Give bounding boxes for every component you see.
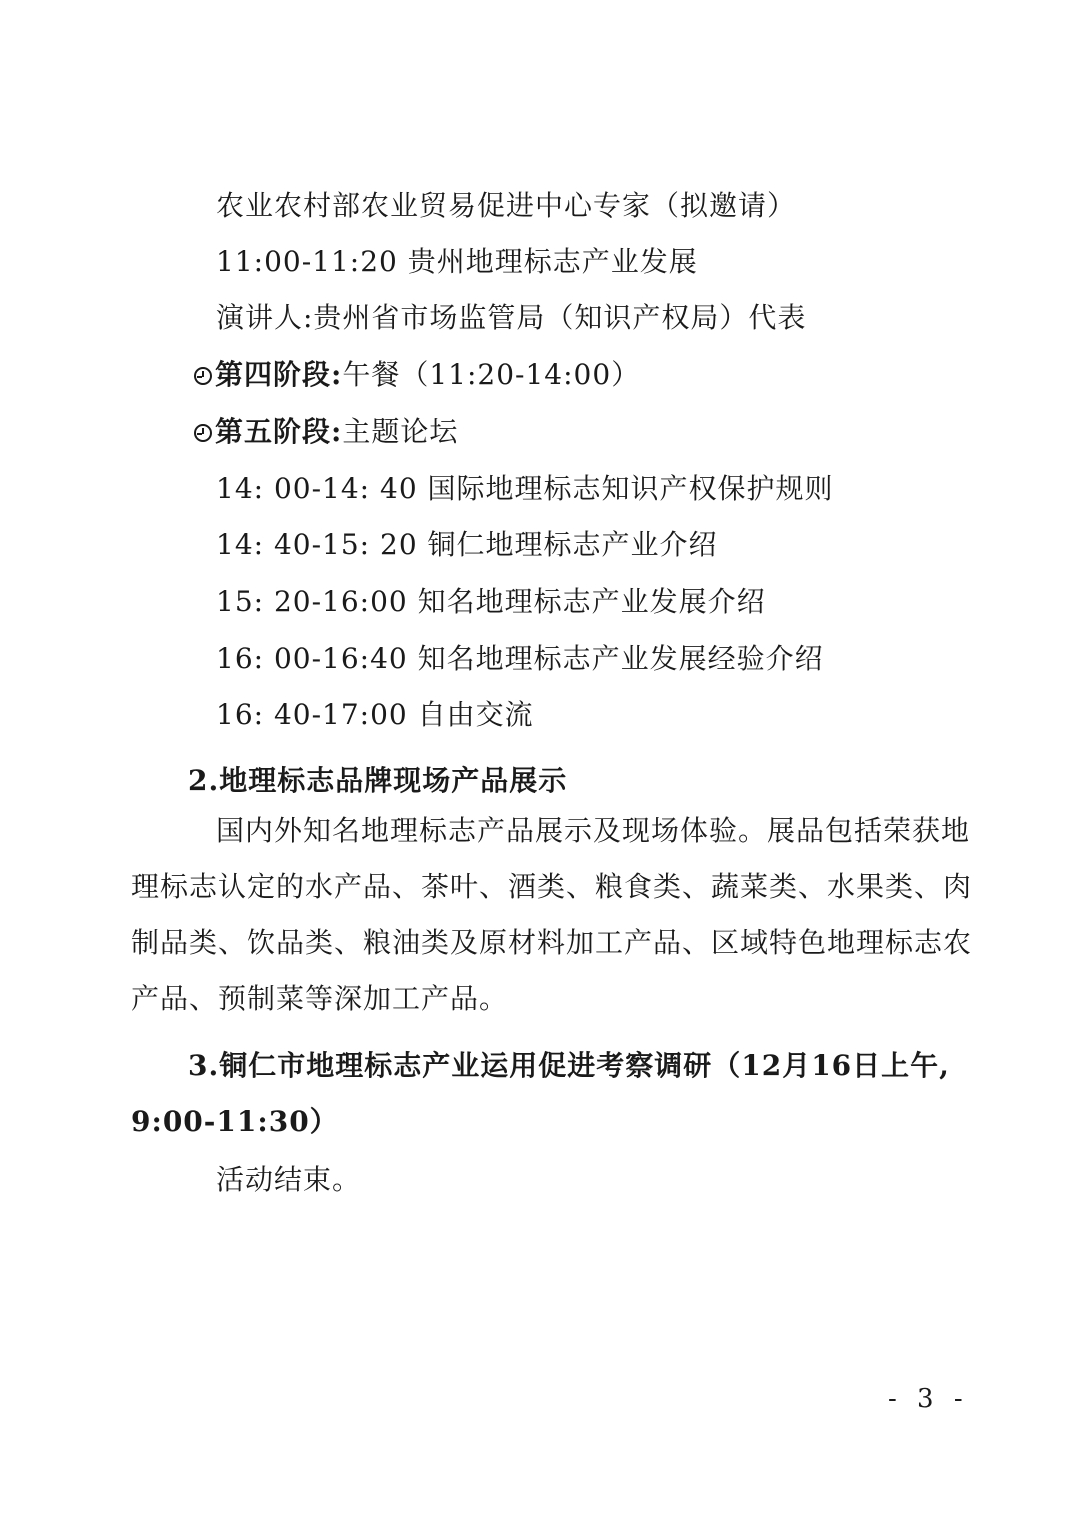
stage-five-label: 第五阶段: (215, 415, 343, 448)
section-heading-3: 3.铜仁市地理标志产业运用促进考察调研（12月16日上午, (188, 1049, 950, 1082)
forum-item-2: 14: 40-15: 20 铜仁地理标志产业介绍 (216, 528, 718, 561)
stage-five-heading (194, 412, 458, 452)
paragraph-line-2: 理标志认定的水产品、茶叶、酒类、粮食类、蔬菜类、水果类、肉 (131, 870, 973, 903)
speaker-line-expert: 农业农村部农业贸易促进中心专家（拟邀请） (216, 189, 797, 222)
forum-item-1: 14: 00-14: 40 国际地理标志知识产权保护规则 (216, 472, 834, 505)
stage-four-heading (194, 355, 640, 395)
schedule-item-guizhou: 11:00-11:20 贵州地理标志产业发展 (216, 245, 698, 278)
paragraph-line-3: 制品类、饮品类、粮油类及原材料加工产品、区域特色地理标志农 (131, 926, 973, 959)
speaker-line-guizhou: 演讲人:贵州省市场监管局（知识产权局）代表 (216, 301, 807, 334)
clock-icon (194, 367, 212, 385)
forum-item-5: 16: 40-17:00 自由交流 (216, 698, 534, 731)
paragraph-line-1: 国内外知名地理标志产品展示及现场体验。展品包括荣获地 (216, 814, 971, 847)
closing-line: 活动结束。 (216, 1163, 362, 1196)
stage-four-text: 午餐（11:20-14:00） (342, 358, 641, 391)
forum-item-3: 15: 20-16:00 知名地理标志产业发展介绍 (216, 585, 766, 618)
section-heading-3-cont: 9:00-11:30） (131, 1105, 339, 1138)
section-heading-2: 2.地理标志品牌现场产品展示 (188, 764, 568, 797)
forum-item-4: 16: 00-16:40 知名地理标志产业发展经验介绍 (216, 642, 824, 675)
stage-four-label: 第四阶段: (215, 358, 343, 391)
clock-icon (194, 424, 212, 442)
page-number: - 3 - (888, 1384, 969, 1414)
paragraph-line-4: 产品、预制菜等深加工产品。 (131, 982, 509, 1015)
stage-five-text: 主题论坛 (342, 415, 459, 448)
